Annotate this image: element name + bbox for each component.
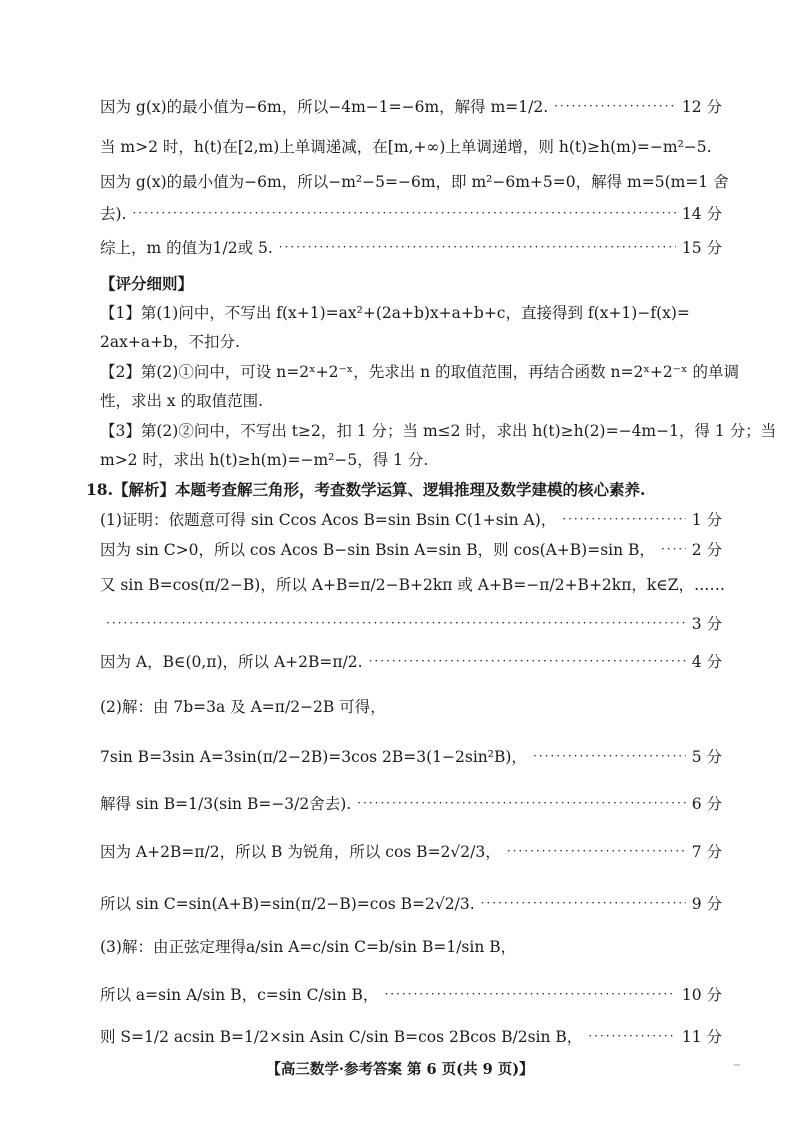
rubric-line <box>100 389 722 411</box>
line-text: 因为 sin C>0，所以 cos Acos B−sin Bsin A=sin B，则 cos(A+B)=sin B， <box>100 541 655 559</box>
rubric-line <box>100 301 722 323</box>
line-text: 【1】第(1)问中，不写出 f(x+1)=ax²+(2a+b)x+a+b+c，直接得到 f(x+1)−f(x)= <box>100 304 690 322</box>
leader-dots <box>357 796 685 810</box>
line-text: 因为 A+2B=π/2，所以 B 为锐角，所以 cos B=2√2/3， <box>100 843 501 861</box>
scan-mark <box>734 1064 740 1066</box>
rubric-line <box>100 419 777 441</box>
line-text: m>2 时，求出 h(t)≥h(m)=−m²−5，得 1 分. <box>100 451 429 469</box>
line-text: 【评分细则】 <box>100 274 194 293</box>
line-text: (2)解：由 7b=3a 及 A=π/2−2B 可得， <box>100 698 386 716</box>
leader-dots <box>533 749 686 763</box>
answer-line <box>100 612 722 634</box>
line-text: 所以 sin C=sin(A+B)=sin(π/2−B)=cos B=2√2/3. <box>100 895 475 913</box>
answer-line <box>100 695 722 717</box>
answer-line <box>100 840 722 862</box>
answer-line <box>100 202 722 224</box>
rubric-line <box>100 448 722 470</box>
answer-line <box>100 236 722 258</box>
score: 10 分 <box>681 986 722 1004</box>
score: 15 分 <box>681 239 722 257</box>
score: 11 分 <box>681 1028 722 1046</box>
line-text: 去). <box>100 205 127 223</box>
answer-line <box>100 95 722 117</box>
answer-line <box>100 892 722 914</box>
line-text: (3)解：由正弦定理得a/sin A=c/sin C=b/sin B=1/sin B， <box>100 938 517 956</box>
answer-line <box>100 650 722 672</box>
line-text: 【2】第(2)①问中，可设 n=2ˣ+2⁻ˣ，先求出 n 的取值范围，再结合函数 n=2ˣ+2⁻ˣ 的单调 <box>100 363 739 381</box>
answer-line <box>100 983 722 1005</box>
line-text: 因为 A，B∈(0,π)，所以 A+2B=π/2. <box>100 653 363 671</box>
line-text: 7sin B=3sin A=3sin(π/2−2B)=3cos 2B=3(1−2sin²B)， <box>100 748 527 766</box>
answer-line <box>100 573 726 595</box>
score: 7 分 <box>691 843 722 861</box>
line-text: 因为 g(x)的最小值为−6m，所以−4m−1=−6m，解得 m=1/2. <box>100 98 549 116</box>
score: 9 分 <box>691 895 722 913</box>
leader-dots <box>562 512 685 526</box>
problem-heading <box>86 478 722 500</box>
line-text: 因为 g(x)的最小值为−6m，所以−m²−5=−6m，即 m²−6m+5=0，解得 m=5(m=1 舍 <box>100 173 729 191</box>
score: 3 分 <box>691 615 722 633</box>
score: 6 分 <box>691 795 722 813</box>
answer-line <box>100 538 722 560</box>
score: 4 分 <box>691 653 722 671</box>
score: 12 分 <box>681 98 722 116</box>
answer-line <box>100 170 729 192</box>
score: 2 分 <box>691 541 722 559</box>
line-text: (1)证明：依题意可得 sin Ccos Acos B=sin Bsin C(1+sin A)， <box>100 511 557 529</box>
leader-dots <box>106 616 686 630</box>
leader-dots <box>279 240 676 254</box>
leader-dots <box>132 206 675 220</box>
page-footer: 【高三数学·参考答案 第 6 页(共 9 页)】 <box>266 1061 534 1078</box>
leader-dots <box>661 542 686 556</box>
score: 1 分 <box>691 511 722 529</box>
answer-line <box>100 745 722 767</box>
answer-line <box>100 135 722 157</box>
line-text: 又 sin B=cos(π/2−B)，所以 A+B=π/2−B+2kπ 或 A+B=−π/2+B+2kπ，k∈Z，…… <box>100 576 726 594</box>
leader-dots <box>384 987 675 1001</box>
answer-line <box>100 935 722 957</box>
line-text: 当 m>2 时，h(t)在[2,m)上单调递减，在[m,+∞)上单调递增，则 h(t)≥h(m)=−m²−5. <box>100 138 712 156</box>
line-text: 18.【解析】本题考查解三角形，考查数学运算、逻辑推理及数学建模的核心素养. <box>86 480 646 499</box>
score: 5 分 <box>691 748 722 766</box>
line-text: 【3】第(2)②问中，不写出 t≥2，扣 1 分；当 m≤2 时，求出 h(t)≥h(2)=−4m−1，得 1 分；当 <box>100 422 777 440</box>
answer-line <box>100 508 722 530</box>
rubric-line <box>100 330 722 352</box>
leader-dots <box>369 654 686 668</box>
line-text: 则 S=1/2 acsin B=1/2×sin Asin C/sin B=cos 2Bcos B/2sin B， <box>100 1028 583 1046</box>
line-text: 2ax+a+b，不扣分. <box>100 333 240 351</box>
leader-dots <box>481 896 686 910</box>
leader-dots <box>554 99 676 113</box>
leader-dots <box>507 844 686 858</box>
section-heading <box>100 272 722 294</box>
rubric-line <box>100 360 739 382</box>
line-text: 综上，m 的值为1/2或 5. <box>100 239 273 257</box>
score: 14 分 <box>681 205 722 223</box>
line-text: 所以 a=sin A/sin B，c=sin C/sin B， <box>100 986 379 1004</box>
answer-line <box>100 792 722 814</box>
answer-line <box>100 1025 722 1047</box>
line-text: 性，求出 x 的取值范围. <box>100 392 264 410</box>
leader-dots <box>588 1029 676 1043</box>
line-text: 解得 sin B=1/3(sin B=−3/2舍去). <box>100 795 352 813</box>
